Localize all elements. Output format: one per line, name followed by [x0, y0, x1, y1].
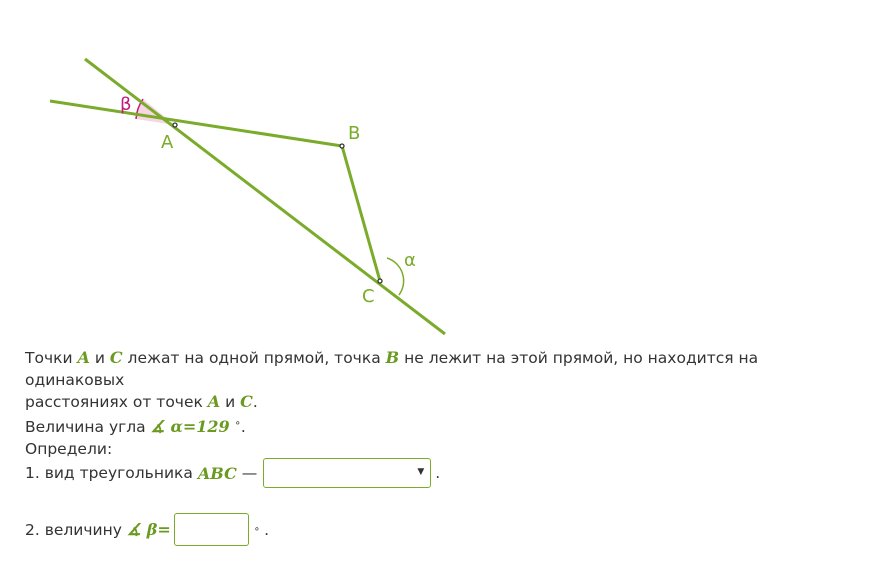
task-1: [25, 458, 440, 488]
statement-text: .: [240, 418, 246, 437]
task-1-period: .: [435, 464, 441, 482]
math-point-c: C: [109, 348, 123, 367]
statement-text: не лежит на этой прямой, но находится на одинаковых: [25, 349, 759, 389]
degree-symbol: ∘: [234, 418, 241, 429]
label-c: C: [362, 286, 375, 307]
statement-text: Величина угла: [25, 418, 146, 437]
line-through-a-and-b: [50, 101, 342, 146]
statement-text: лежат на одной прямой, точка: [127, 349, 381, 367]
statement-text: расстояниях от точек: [25, 393, 203, 411]
math-point-a: A: [77, 348, 90, 367]
chevron-down-icon[interactable]: ▼: [417, 467, 425, 477]
statement-line-4: [25, 438, 855, 460]
triangle-type-select[interactable]: [263, 458, 431, 488]
beta-value-input[interactable]: [174, 513, 249, 546]
math-point-a: A: [207, 392, 221, 411]
label-beta: β: [120, 94, 132, 115]
label-b: B: [348, 123, 361, 144]
statement-text: и: [94, 349, 105, 367]
degree-symbol: ∘: [253, 524, 261, 535]
task-1-label: 1. вид треугольника: [25, 464, 193, 482]
math-point-c: C: [240, 392, 253, 411]
line-through-a-and-c: [85, 59, 445, 334]
alpha-angle-arc: [387, 258, 404, 295]
problem-statement: [25, 347, 855, 460]
math-angle-alpha: ∡ α=129: [150, 417, 230, 437]
task-1-dash: —: [241, 464, 258, 482]
statement-text: и: [225, 393, 236, 411]
math-triangle-abc: ABC: [197, 463, 237, 483]
statement-line-3: [25, 413, 855, 438]
math-angle-beta: ∡ β=: [126, 520, 171, 539]
instruction-text: Определи:: [25, 440, 113, 459]
label-alpha: α: [404, 250, 416, 271]
point-c: [378, 279, 382, 283]
point-a: [173, 123, 177, 127]
task-2: [25, 513, 269, 546]
point-b: [340, 144, 344, 148]
statement-line-1: [25, 347, 855, 391]
math-point-b: B: [385, 348, 400, 367]
label-a: A: [161, 132, 174, 153]
statement-text: Точки: [25, 349, 73, 367]
statement-text: .: [252, 393, 258, 411]
task-2-label: 2. величину: [25, 520, 122, 539]
task-2-period: .: [264, 520, 269, 539]
statement-line-2: [25, 391, 855, 413]
